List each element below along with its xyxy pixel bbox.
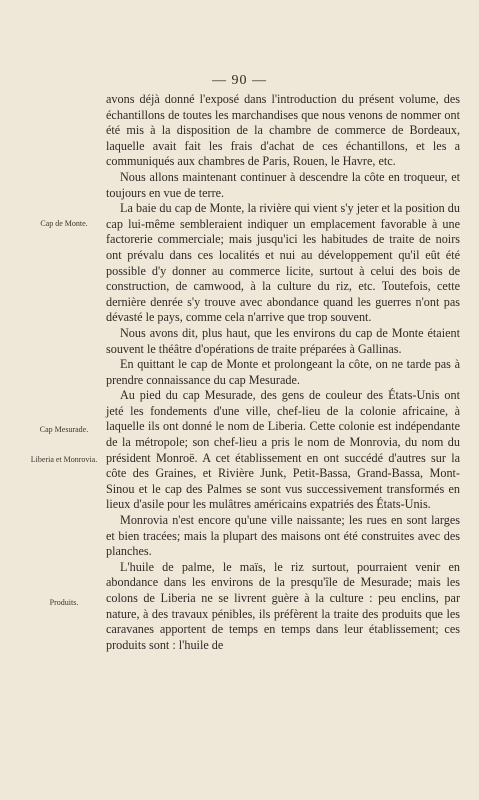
side-note-produits: Produits.	[49, 598, 79, 607]
side-note-liberia-monrovia: Liberia et Monrovia.	[30, 455, 98, 464]
body-text	[106, 92, 460, 653]
side-note-cap-mesurade: Cap Mesurade.	[39, 425, 89, 434]
paragraph-produits: L'huile de palme, le maïs, le riz surtout, pourraient venir en abondance dans les environs de la presqu'île de Mesurade; mais les colons de Liberia ne se livrent guère à la culture : peu enclins, par nature, à des travaux pénibles, ils préfèrent la traite des produits que les caravanes apportent de temps en temps dans leur établissement; ces produits sont : l'huile de	[106, 559, 460, 652]
paragraph-liberia: Au pied du cap Mesurade, des gens de couleur des États-Unis ont jeté les fondements d'une ville, chef-lieu de la colonie africaine, à laquelle ils ont donné le nom de Liberia. Cette colonie est indépendante de la métropole; son chef-lieu a pris le nom de Monrovia, du nom du président Monroë. A cet établissement en ont succédé d'autres sur la côte des Graines, et Rivière Junk, Petit-Bassa, Grand-Bassa, Mont-Sinou et le cap des Palmes se sont vus successivement transformés en lieux d'asile pour les mulâtres américains expatriés des États-Unis.	[106, 388, 460, 512]
paragraph-descendre-cote: Nous allons maintenant continuer à descendre la côte en troqueur, et toujours en vue de terre.	[106, 169, 460, 200]
paragraph-continuation: avons déjà donné l'exposé dans l'introduction du présent volume, des échantillons de toutes les marchandises que nous venons de nommer ont été mis à la disposition de la chambre de commerce de Bordeaux, laquelle avait fait les frais d'achat de ces échantillons, et les a communiqués aux chambres de Paris, Rouen, le Havre, etc.	[106, 92, 460, 169]
page-number: — 90 —	[212, 73, 267, 88]
side-note-cap-de-monte: Cap de Monte.	[40, 219, 88, 228]
paragraph-monrovia: Monrovia n'est encore qu'une ville naissante; les rues en sont larges et bien tracées; mais la plupart des maisons ont été construites avec des planches.	[106, 513, 460, 559]
paragraph-cap-mesurade: En quittant le cap de Monte et prolongeant la côte, on ne tarde pas à prendre connaissance du cap Mesurade.	[106, 357, 460, 387]
paragraph-gallinas: Nous avons dit, plus haut, que les environs du cap de Monte étaient souvent le théâtre d'opérations de traite préparées à Gallinas.	[106, 325, 460, 356]
paragraph-cap-de-monte: La baie du cap de Monte, la rivière qui vient s'y jeter et la position du cap lui-même sembleraient indiquer un emplacement favorable à une factorerie commerciale; mais jusqu'ici les habitudes de traite de noirs ont prévalu dans ces localités et nui au développement qu'il eût été possible d'y donner au commerce licite, surtout à celui des bois de construction, de camwood, à la culture du riz, etc. Toutefois, cette dernière denrée s'y trouve avec abondance quand les guerres n'ont pas dévasté le pays, comme cela n'arrive que trop souvent.	[106, 201, 460, 325]
